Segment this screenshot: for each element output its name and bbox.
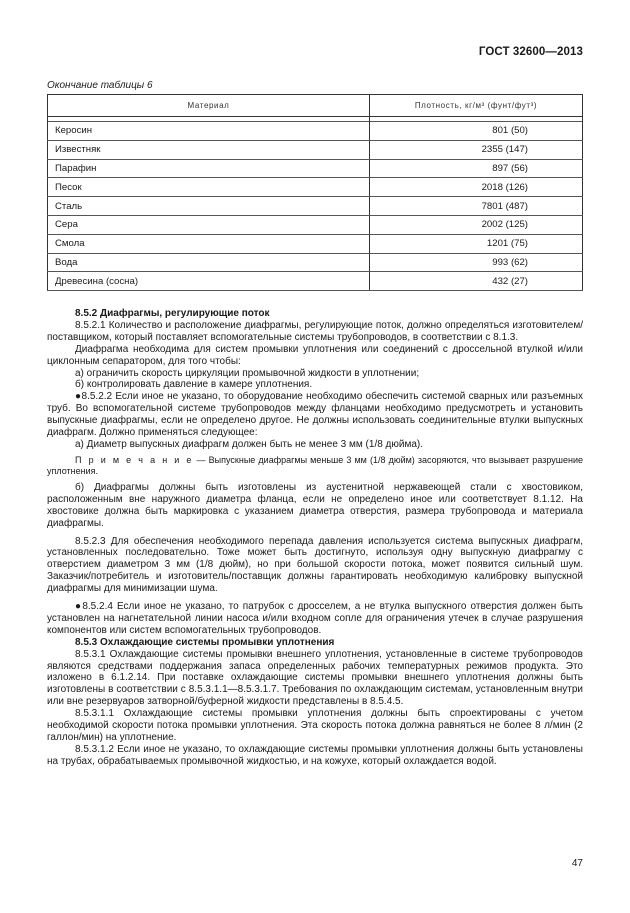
list-item-b2: б) Диафрагмы должны быть изготовлены из аустенитной нержавеющей стали с хвостовиком, расположенным вне наружного диаметра фланца, если не определено иное или соответствует 8.1.12. На хвостовике должна быть маркировка с указанием диаметра отверстия, размера трубопровода и материала диафрагмы. [47, 481, 583, 529]
section-heading-8-5-3: 8.5.3 Охлаждающие системы промывки уплотнения [75, 636, 335, 648]
document-body [47, 308, 583, 768]
table-row [48, 178, 583, 197]
paragraph-diaphragm-purpose: Диафрагма необходима для систем промывки уплотнения или соединений с дроссельной втулкой и/или циклонным сепаратором, для того чтобы: [47, 343, 583, 367]
material-cell: Песок [48, 178, 370, 197]
paragraph-8-5-3-1-1: 8.5.3.1.1 Охлаждающие системы промывки уплотнения должны быть спроектированы с учетом необходимой скорости потока промывки уплотнения. Эта скорость потока должна равняться не более 8 л/мин (2 галлон/мин) на уплотнение. [47, 708, 583, 743]
density-cell: 2355 (147) [370, 140, 583, 159]
material-cell: Вода [48, 253, 370, 272]
density-cell: 801 (50) [370, 122, 583, 141]
paragraph-8-5-2-3: 8.5.2.3 Для обеспечения необходимого перепада давления используется система выпускных диафрагм, установленных последовательно. Тоже может быть достигнуто, используя одну выпускную диафрагму с отверстием диаметром 3 мм (1/8 дюйм), но при большой скорости потока, может появится сильный шум. Заказчик/потребитель и изготовитель/поставщик должны гарантировать необходимую калибровку выпускной диафрагмы для минимизации шума. [47, 535, 583, 595]
paragraph-8-5-2-1: 8.5.2.1 Количество и расположение диафрагмы, регулирующие поток, должно определяться изготовителем/поставщиком, который поставляет вспомогательные системы трубопроводов, в соответствии с 8.1.3. [47, 319, 583, 343]
density-cell: 2018 (126) [370, 178, 583, 197]
material-cell: Сера [48, 215, 370, 234]
table-caption: Окончание таблицы 6 [47, 80, 153, 91]
paragraph-8-5-2-4: ●8.5.2.4 Если иное не указано, то патрубок с дросселем, а не втулка выпускного отверстия должен быть установлен на нагнетательной линии насоса и/или входном сопле для ограничения утечек в случае разрушения компонентов или систем вспомогательных трубопроводов. [47, 601, 583, 636]
material-cell: Керосин [48, 122, 370, 141]
density-cell: 7801 (487) [370, 197, 583, 216]
material-cell: Древесина (сосна) [48, 272, 370, 291]
density-table [47, 94, 583, 291]
note [47, 455, 583, 478]
density-cell: 993 (62) [370, 253, 583, 272]
table-row [48, 215, 583, 234]
table-row [48, 197, 583, 216]
list-item-b: б) контролировать давление в камере уплотнения. [75, 379, 313, 391]
material-cell: Сталь [48, 197, 370, 216]
note-text: — Выпускные диафрагмы меньше 3 мм (1/8 дюйм) засоряются, что вызывает разрушение уплотнения. [47, 454, 583, 477]
density-cell: 2002 (125) [370, 215, 583, 234]
section-heading-8-5-2: 8.5.2 Диафрагмы, регулирующие поток [75, 308, 270, 319]
paragraph-8-5-2-2: ●8.5.2.2 Если иное не указано, то оборудование необходимо обеспечить системой сварных или разъемных труб. Во вспомогательной системе трубопроводов между фланцами необходимо предусмотреть и установить выпускные диафрагмы, если не определено другое. Не должны использовать соединительные втулки выпускных диафрагм. Должно применяться следующее: [47, 391, 583, 439]
page-number: 47 [571, 858, 583, 869]
table-row [48, 159, 583, 178]
column-header-material: Материал [48, 95, 370, 117]
material-cell: Смола [48, 234, 370, 253]
paragraph-8-5-3-1: 8.5.3.1 Охлаждающие системы промывки внешнего уплотнения, установленные в системе трубопроводов являются средствами поддержания запаса определенных рабочих температурных режимов продукта. Это изложено в 6.1.2.14. При поставке охлаждающие системы промывки внешнего уплотнения должны быть изготовлены в соответствии с 8.5.3.1.1—8.5.3.1.7. Требования по охлаждающим системам, установленным внутри или вне резервуаров затворной/буферной жидкости представлены в 8.5.4.5. [47, 648, 583, 708]
standard-header: ГОСТ 32600—2013 [478, 46, 583, 58]
density-cell: 897 (56) [370, 159, 583, 178]
table-row [48, 253, 583, 272]
column-header-density: Плотность, кг/м³ (фунт/фут³) [370, 95, 583, 117]
table-row [48, 272, 583, 291]
note-label: П р и м е ч а н и е [75, 454, 194, 465]
table-row [48, 122, 583, 141]
table-row [48, 234, 583, 253]
material-cell: Известняк [48, 140, 370, 159]
material-cell: Парафин [48, 159, 370, 178]
table-row [48, 140, 583, 159]
list-item-a: а) ограничить скорость циркуляции промывочной жидкости в уплотнении; [75, 367, 420, 379]
list-item-a2: а) Диаметр выпускных диафрагм должен быть не менее 3 мм (1/8 дюйма). [75, 438, 424, 450]
density-cell: 1201 (75) [370, 234, 583, 253]
paragraph-8-5-3-1-2: 8.5.3.1.2 Если иное не указано, то охлаждающие системы промывки уплотнения должны быть установлены на трубах, обрабатываемых промывочной жидкостью, и на кожухе, который охлаждается водой. [47, 743, 583, 767]
density-cell: 432 (27) [370, 272, 583, 291]
